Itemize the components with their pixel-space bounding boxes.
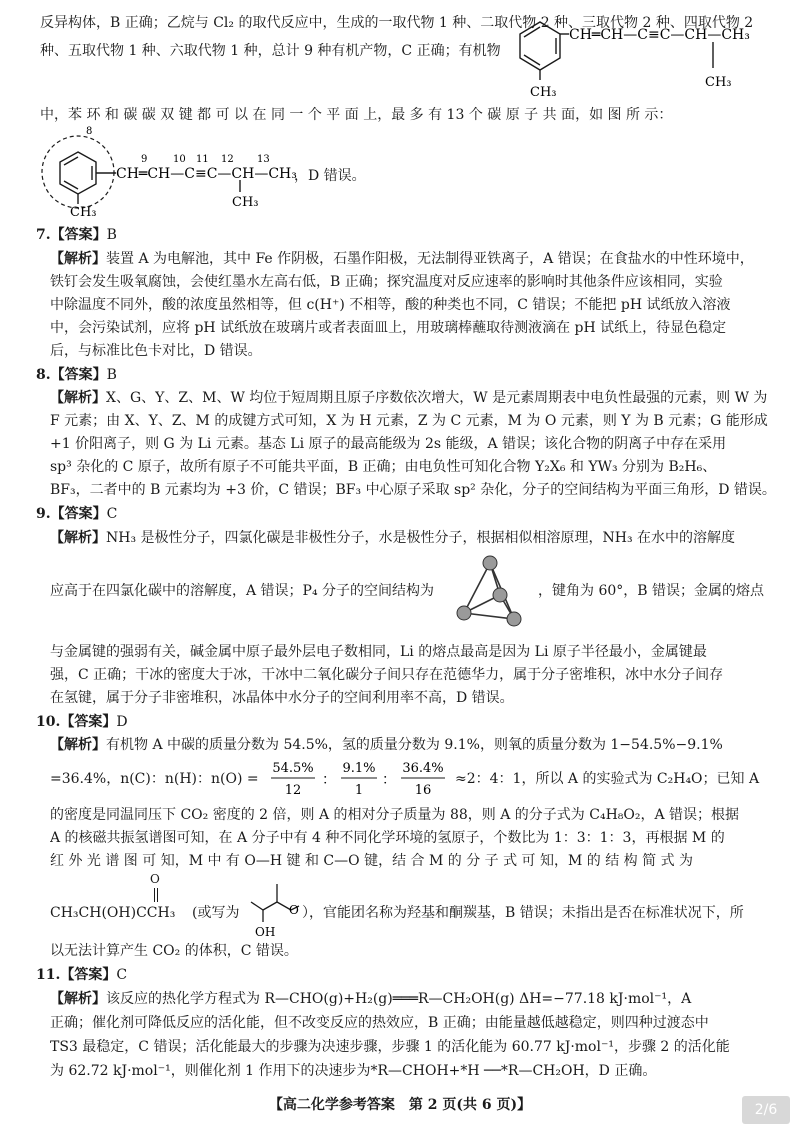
atom-number-10: 10: [173, 154, 186, 165]
question-7-answer: 7.【答案】B: [36, 227, 117, 243]
atom-number-12: 12: [221, 154, 234, 165]
text-line: A 的核磁共振氢谱图可知，在 A 分子中有 4 种不同化学环境的氢原子，个数比为 1：3：1：3，再根据 M 的: [50, 830, 725, 846]
text-line: 中除温度不同外，酸的浓度虽然相等，但 c(H⁺) 不相等，酸的种类也不同，C 错误；不能把 pH 试纸放入溶液: [50, 297, 731, 313]
svg-text:：: ：: [382, 772, 396, 788]
atom-number-11: 11: [196, 154, 209, 165]
question-9-explanation: 【解析】NH₃ 是极性分子，四氯化碳是非极性分子，水是极性分子，根据相似相溶原理，NH₃ 在水中的溶解度: [50, 530, 736, 546]
text-line: 为 62.72 kJ·mol⁻¹，则催化剂 1 作用下的决速步为*R—CHOH+*H ──*R—CH₂OH，D 正确。: [50, 1063, 657, 1079]
text-line: +1 价阳离子，则 G 为 Li 元素。基态 Li 原子的最高能级为 2s 能级，A 错误；该化合物的阴离子中存在采用: [50, 436, 727, 452]
fraction-numerator: 54.5%: [272, 761, 314, 776]
text-line: BF₃，二者中的 B 元素均为 +3 价，C 错误；BF₃ 中心原子采取 sp² 杂化，分子的空间结构为平面三角形，D 错误。: [50, 482, 776, 498]
fraction-numerator: 9.1%: [342, 761, 376, 776]
text-line: 应高于在四氯化碳中的溶解度，A 错误；P₄ 分子的空间结构为: [50, 583, 435, 599]
text-line: 与金属键的强弱有关，碱金属中原子最外层电子数相同，Li 的熔点最高是因为 Li 原子半径最小，金属键最: [50, 644, 707, 660]
atom-number-9: 9: [141, 154, 148, 165]
question-11-explanation: 【解析】该反应的热化学方程式为 R—CHO(g)+H₂(g)═══R—CH₂OH(g) ΔH=−77.18 kJ·mol⁻¹，A: [50, 991, 692, 1007]
text-line: =36.4%，n(C)：n(H)：n(O) =: [50, 771, 259, 787]
text-line: 反异构体，B 正确；乙烷与 Cl₂ 的取代反应中，生成的一取代物 1 种、二取代物 2 种、三取代物 2 种、四取代物 2: [40, 15, 754, 31]
text-line: 以无法计算产生 CO₂ 的体积，C 错误。: [50, 943, 298, 959]
svg-text:：: ：: [322, 772, 336, 788]
question-11-answer: 11.【答案】C: [36, 967, 128, 983]
fraction-denominator: 16: [414, 783, 432, 798]
fraction-numerator: 36.4%: [402, 761, 444, 776]
atom-number-8: 8: [86, 126, 93, 137]
text-line: 中，苯 环 和 碳 碳 双 键 都 可 以 在 同 一 个 平 面 上，最 多 有 13 个 碳 原 子 共 面，如 图 所 示：: [40, 107, 673, 123]
text-line: ，D 错误。: [294, 168, 366, 184]
question-9-answer: 9.【答案】C: [36, 506, 118, 522]
text-line: 铁钉会发生吸氧腐蚀，会使红墨水左高右低，B 正确；探究温度对反应速率的影响时其他条件应该相同，实验: [50, 274, 723, 290]
chain-text: CH═CH—C≡C—CH—CH₃: [116, 166, 297, 182]
text-line: 在氢键，属于分子非密堆积，冰晶体中水分子的空间利用率不高，D 错误。: [50, 690, 514, 706]
text-line: ），官能团名称为羟基和酮羰基，B 错误；未指出是否在标准状况下，所: [302, 905, 744, 921]
page-footer: 【高二化学参考答案 第 2 页(共 6 页)】: [268, 1097, 532, 1113]
text-line: ，键角为 60°，B 错误；金属的熔点: [538, 583, 765, 599]
question-7-explanation: 【解析】装置 A 为电解池，其中 Fe 作阴极，石墨作阳极，无法制得亚铁离子，A 错误；在食盐水的中性环境中，: [50, 251, 754, 267]
structure-formula-1: [505, 10, 785, 100]
skeletal-oh: OH: [255, 925, 276, 939]
question-10-explanation: 【解析】有机物 A 中碳的质量分数为 54.5%，氢的质量分数为 9.1%，则氧的质量分数为 1−54.5%−9.1%: [50, 737, 723, 753]
text-line: CH₃CH(OH)CCH₃: [50, 905, 176, 921]
text-line: 正确；催化剂可降低反应的活化能，但不改变反应的热效应，B 正确；由能量越低越稳定，则四种过渡态中: [50, 1015, 709, 1031]
text-line: 后，与标准比色卡对比，D 错误。: [50, 343, 262, 359]
branch-text: CH₃: [232, 195, 259, 210]
page-indicator: 2/6: [742, 1096, 790, 1124]
atom-number-13: 13: [257, 154, 270, 165]
question-10-answer: 10.【答案】D: [36, 714, 128, 730]
skeletal-formula: [245, 872, 305, 942]
text-line: 强，C 正确；干冰的密度大于冰，干冰中二氧化碳分子间只存在范德华力，属于分子密堆积，冰中水分子间存: [50, 667, 724, 683]
fraction-denominator: 1: [354, 783, 364, 798]
chain-text: CH═CH—C≡C—CH—CH₃: [569, 27, 750, 43]
fraction-denominator: 12: [284, 783, 302, 798]
ring-substituent: CH₃: [530, 85, 557, 100]
text-line: (或写为: [192, 905, 240, 921]
carbonyl-double-bond: [154, 888, 158, 902]
text-line: 中，会污染试剂，应将 pH 试纸放在玻璃片或者表面皿上，用玻璃棒蘸取待测液滴在 pH 试纸上，待显色稳定: [50, 320, 727, 336]
p4-tetrahedron-diagram: [452, 553, 532, 633]
carbonyl-oxygen: O: [150, 872, 160, 886]
text-line: ≈2：4：1，所以 A 的实验式为 C₂H₄O；已知 A: [455, 771, 760, 787]
text-line: TS3 最稳定，C 错误；活化能最大的步骤为决速步骤，步骤 1 的活化能为 60.77 kJ·mol⁻¹，步骤 2 的活化能: [50, 1039, 730, 1055]
mole-ratio-fractions: [265, 756, 455, 802]
text-line: sp³ 杂化的 C 原子，故所有原子不可能共平面，B 正确；由电负性可知化合物 Y₂X₆ 和 YW₃ 分别为 B₂H₆、: [50, 459, 717, 475]
text-line: 红 外 光 谱 图 可 知，M 中 有 O—H 键 和 C—O 键，结 合 M 的 分 子 式 可 知，M 的 结 构 简 式 为: [50, 853, 694, 869]
ring-substituent: CH₃: [70, 205, 97, 220]
text-line: F 元素；由 X、Y、Z、M 的成键方式可知，X 为 H 元素，Z 为 C 元素，M 为 O 元素，则 Y 为 B 元素；G 能形成: [50, 413, 768, 429]
question-8-explanation: 【解析】X、G、Y、Z、M、W 均位于短周期且原子序数依次增大，W 是元素周期表中电负性最强的元素，则 W 为: [50, 390, 768, 406]
text-line: 种、五取代物 1 种、六取代物 1 种，总计 9 种有机产物，C 正确；有机物: [40, 43, 501, 59]
text-line: 的密度是同温同压下 CO₂ 密度的 2 倍，则 A 的相对分子质量为 88，则 A 的分子式为 C₄H₈O₂，A 错误；根据: [50, 807, 740, 823]
branch-text: CH₃: [705, 75, 732, 90]
skeletal-oxygen: O: [289, 903, 299, 917]
question-8-answer: 8.【答案】B: [36, 367, 117, 383]
